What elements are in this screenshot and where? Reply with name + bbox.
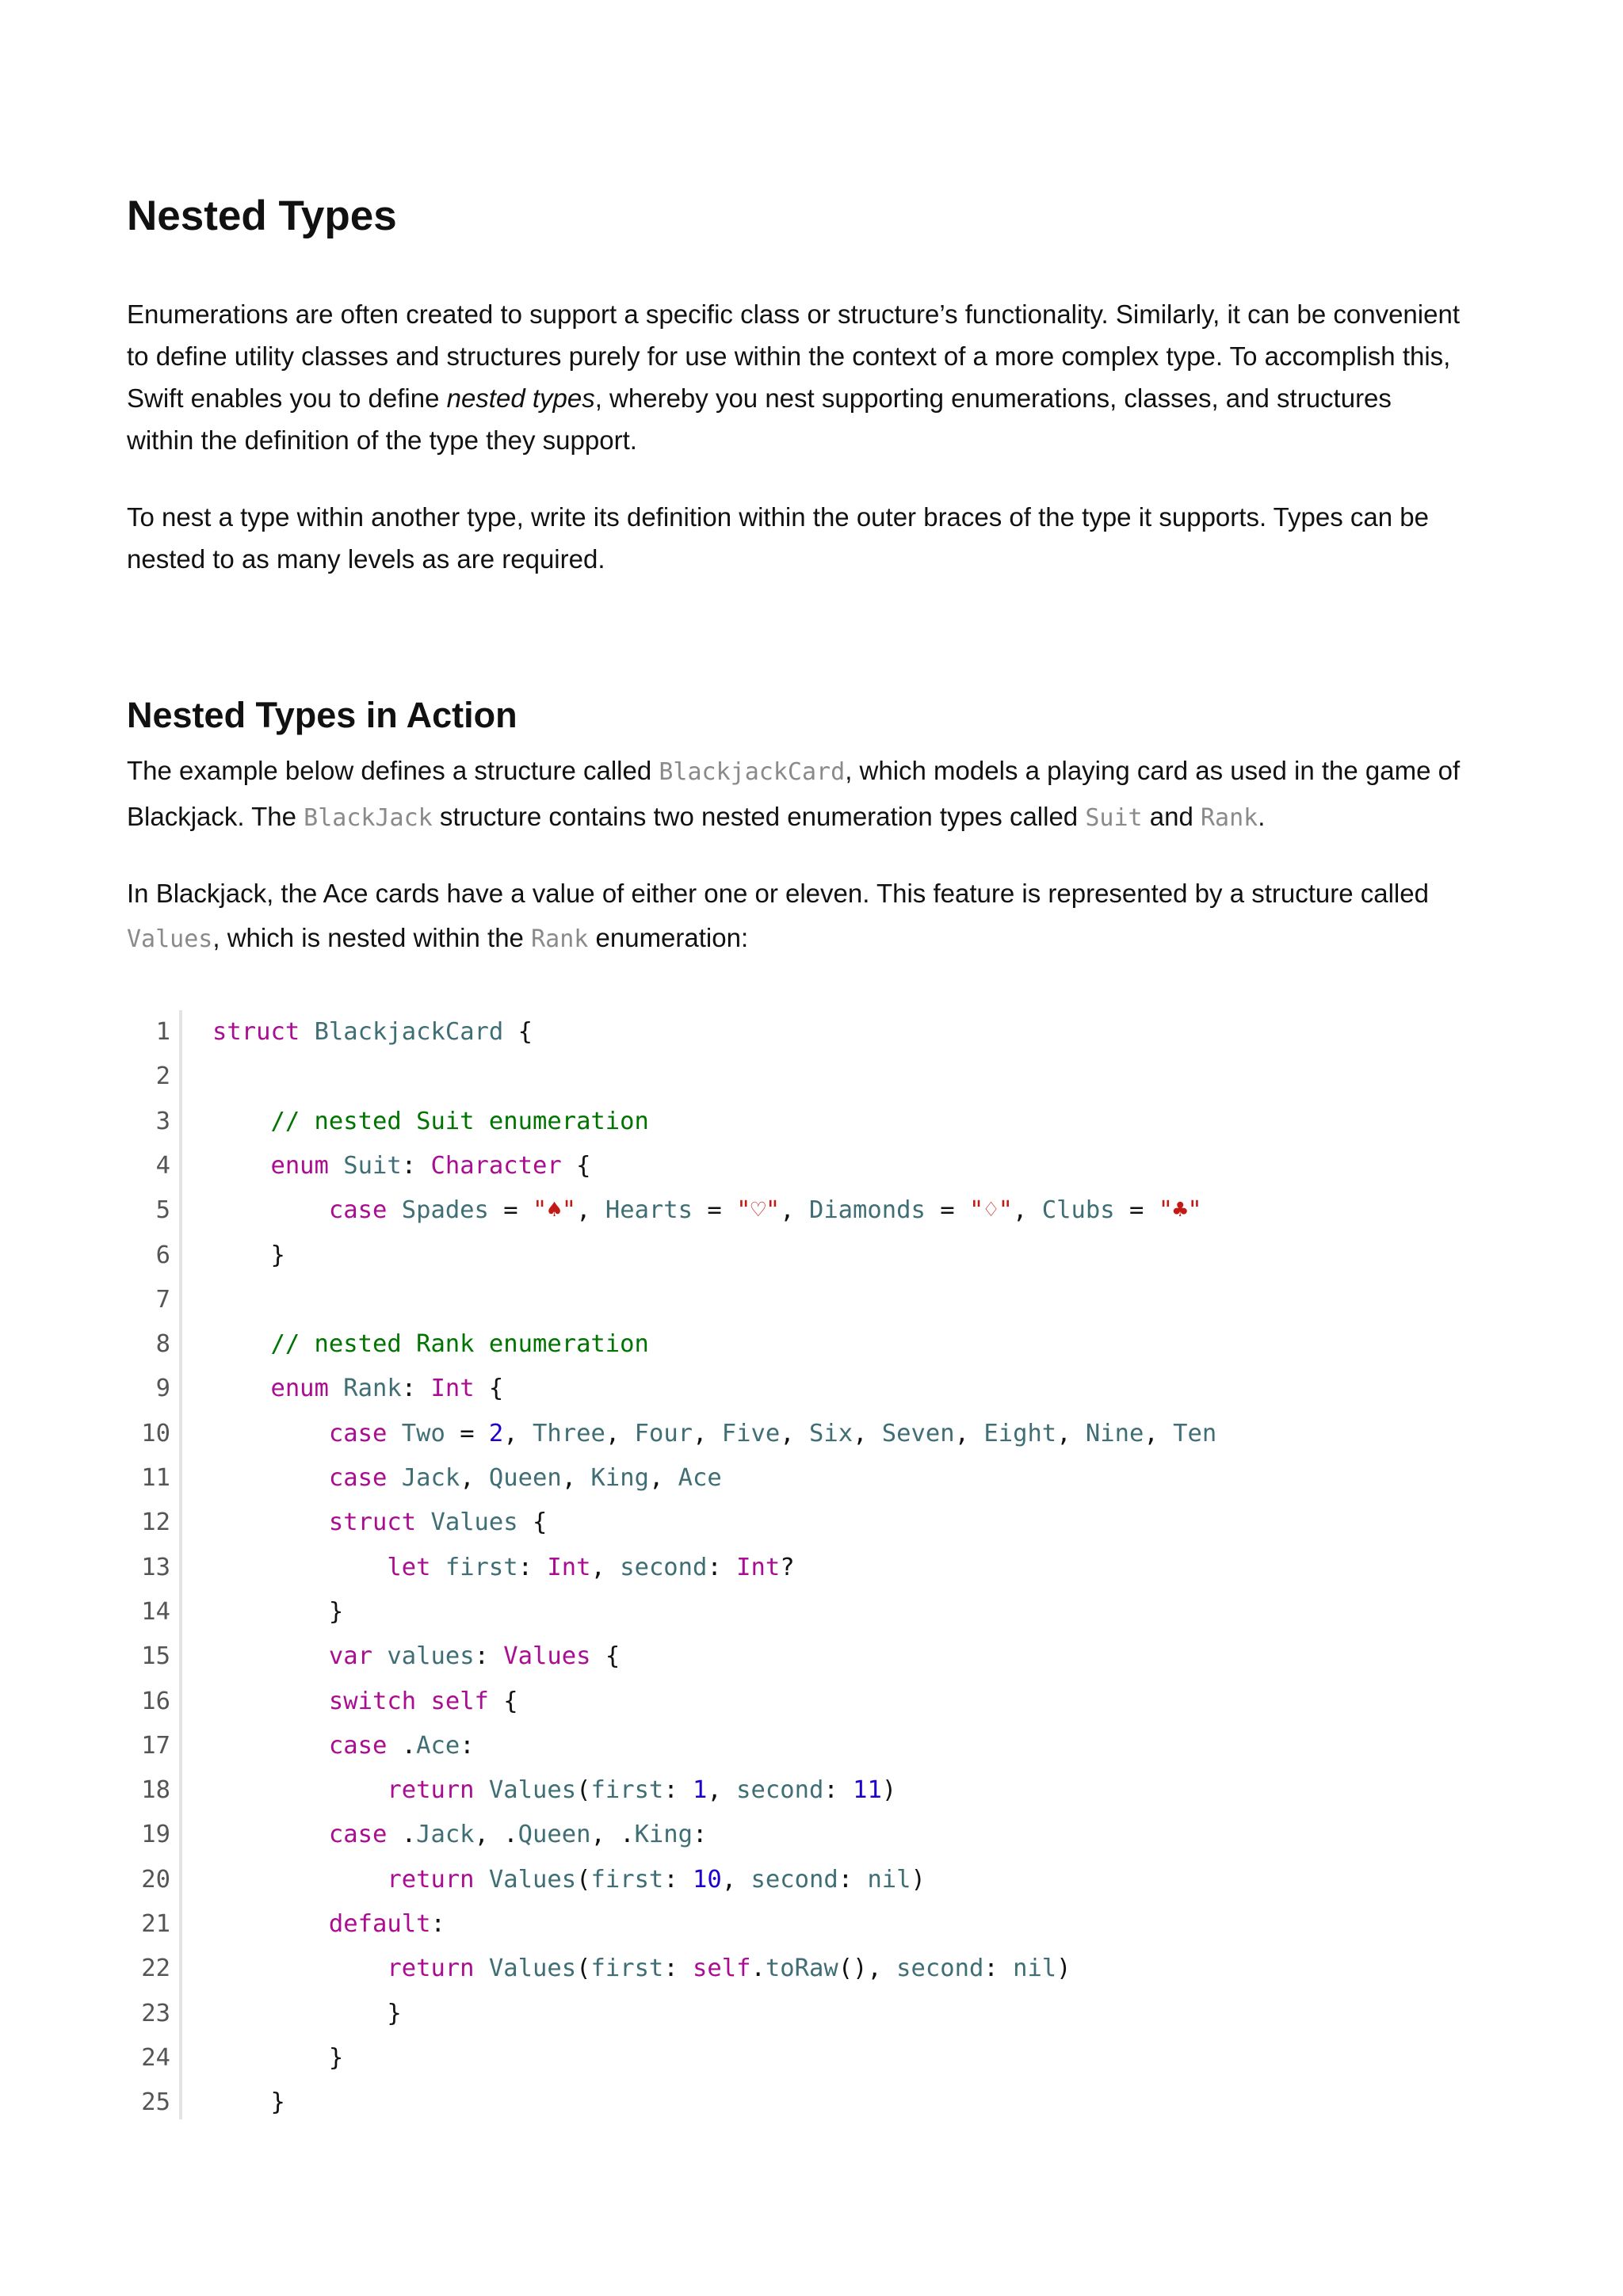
section-p2-text-b: enumeration:: [588, 923, 749, 952]
code-token: Values: [488, 1955, 577, 1983]
page-title: Nested Types: [127, 193, 397, 239]
code-token: case: [328, 1464, 388, 1492]
code-token: "♠": [533, 1196, 577, 1225]
code-token: Seven: [881, 1419, 955, 1447]
code-token: [212, 1152, 270, 1180]
code-token: :: [460, 1731, 475, 1760]
section-p1-text-e: and: [1142, 802, 1201, 831]
code-token: [212, 1955, 387, 1982]
code-token: {: [517, 1508, 548, 1537]
code-token: Jack: [401, 1464, 460, 1492]
code-token: .: [750, 1955, 766, 1983]
code-token: second: [750, 1865, 838, 1894]
code-text: [212, 1992, 402, 2036]
code-token: ,: [780, 1419, 809, 1447]
code-token: [212, 1642, 329, 1670]
code-token: default: [328, 1910, 431, 1938]
section-p2-text-a: , which is nested within the: [212, 923, 532, 952]
intro-p2-line-1: To nest a type within another type, write its definition within the outer braces of the type it supports. Types can be: [127, 502, 1429, 532]
line-number: 23: [141, 1999, 170, 2027]
line-number: 3: [155, 1107, 170, 1135]
code-token: ?: [780, 1553, 795, 1581]
code-token: [430, 1554, 445, 1581]
code-token: Queen: [517, 1821, 591, 1849]
section-p1-text-c: Blackjack. The: [127, 802, 304, 831]
line-number: 19: [141, 1821, 170, 1849]
code-token: "♢": [968, 1196, 1014, 1225]
code-token: [300, 1018, 314, 1046]
code-token: :: [474, 1642, 504, 1671]
code-token: :: [663, 1865, 693, 1894]
code-token: self: [693, 1955, 751, 1983]
code-text: [212, 1768, 896, 1813]
nested-types-emphasis: nested types: [446, 383, 595, 413]
code-token: Ace: [678, 1464, 722, 1492]
code-text: [212, 1367, 503, 1411]
code-text: [212, 2036, 343, 2081]
intro-p1-line-2: to define utility classes and structures purely for use within the context of a more complex type. To accomplish this,: [127, 341, 1451, 371]
code-token: ,: [1013, 1196, 1042, 1225]
code-token: [475, 1866, 489, 1894]
code-token: struct: [328, 1508, 417, 1537]
code-token: nil: [867, 1865, 911, 1894]
code-token: Values: [488, 1865, 577, 1894]
code-token: [387, 1464, 401, 1492]
code-token: enum: [270, 1151, 329, 1180]
code-text: [212, 1634, 620, 1679]
intro-p1-line-3-a: Swift enables you to define: [127, 383, 447, 413]
code-token: Character: [430, 1151, 562, 1180]
code-token: =: [1114, 1196, 1159, 1225]
code-text: [212, 1412, 1216, 1456]
code-token: "♣": [1158, 1196, 1202, 1225]
code-token: self: [430, 1687, 489, 1715]
code-token: :: [401, 1375, 431, 1403]
code-token: :: [401, 1151, 431, 1180]
line-number: 10: [141, 1419, 170, 1447]
code-token: (: [576, 1955, 591, 1983]
line-number: 1: [155, 1018, 170, 1046]
code-token: [387, 1196, 401, 1224]
code-token: King: [590, 1464, 649, 1492]
code-token: [416, 1688, 430, 1715]
code-token: [387, 1420, 401, 1447]
line-number: 12: [141, 1508, 170, 1537]
code-token: ,: [1144, 1419, 1174, 1447]
code-token: [212, 1554, 387, 1581]
code-token: nil: [1013, 1955, 1057, 1983]
code-token: var: [328, 1642, 372, 1671]
code-token: .: [387, 1731, 417, 1760]
code-token: switch: [328, 1687, 417, 1715]
code-token: second: [620, 1553, 708, 1581]
code-token: [416, 1508, 430, 1536]
code-token: Values: [503, 1642, 591, 1671]
code-text: [212, 1813, 707, 1857]
code-token: ,: [561, 1464, 591, 1492]
section-title: Nested Types in Action: [127, 695, 517, 735]
line-number: 2: [155, 1062, 170, 1091]
code-token: :: [823, 1776, 854, 1805]
code-token: =: [445, 1419, 489, 1447]
code-token: [212, 1866, 387, 1894]
code-token: }: [212, 2088, 285, 2117]
section-p1-line-1: [127, 749, 1506, 795]
code-token: Spades: [401, 1196, 489, 1225]
code-token: case: [328, 1731, 388, 1760]
code-token: .: [387, 1821, 417, 1849]
code-token: [372, 1642, 387, 1670]
code-token: Ten: [1173, 1419, 1217, 1447]
code-token: ,: [721, 1865, 751, 1894]
code-token: }: [212, 1999, 402, 2027]
code-token: case: [328, 1821, 388, 1849]
code-token: BlackjackCard: [314, 1018, 504, 1046]
code-token: }: [212, 2043, 344, 2072]
line-number: 5: [155, 1196, 170, 1225]
code-token: =: [693, 1196, 737, 1225]
code-token: Nine: [1085, 1419, 1144, 1447]
code-text: [212, 1456, 722, 1501]
code-token: ,: [576, 1196, 605, 1225]
code-text: [212, 1947, 1071, 1991]
inline-code-rank-2: Rank: [531, 925, 589, 953]
code-text: [212, 2081, 285, 2125]
code-token: :: [983, 1955, 1014, 1983]
code-token: :: [663, 1776, 693, 1805]
code-token: Values: [430, 1508, 518, 1537]
code-text: [212, 1724, 475, 1768]
code-token: ,: [780, 1196, 809, 1225]
code-token: return: [387, 1865, 475, 1894]
code-token: [212, 1910, 329, 1938]
inline-code-blackjack: BlackJack: [304, 804, 433, 832]
code-token: Suit: [343, 1151, 402, 1180]
line-number: 7: [155, 1285, 170, 1314]
line-number: 4: [155, 1151, 170, 1180]
code-text: [212, 1680, 518, 1724]
line-number: 13: [141, 1553, 170, 1581]
line-number: 14: [141, 1597, 170, 1626]
code-token: [212, 1420, 329, 1447]
line-number: 25: [141, 2088, 170, 2117]
code-token: ,: [503, 1419, 533, 1447]
code-text: [212, 1546, 795, 1590]
code-token: return: [387, 1955, 475, 1983]
code-token: Eight: [983, 1419, 1057, 1447]
code-token: [212, 1776, 387, 1804]
code-token: [329, 1152, 343, 1180]
section-p2-line-2: [127, 916, 1506, 962]
code-token: ): [881, 1776, 897, 1805]
line-number: 11: [141, 1464, 170, 1492]
code-token: Hearts: [605, 1196, 693, 1225]
line-number: 16: [141, 1687, 170, 1715]
code-token: ,: [693, 1419, 722, 1447]
code-token: [212, 1508, 329, 1536]
inline-code-blackjackcard: BlackjackCard: [659, 758, 846, 786]
code-token: [212, 1732, 329, 1760]
intro-p1-line-1: Enumerations are often created to support a specific class or structure’s functionality. Similarly, it can be convenient: [127, 299, 1460, 329]
code-token: [212, 1464, 329, 1492]
intro-paragraph-1: [127, 293, 1506, 461]
code-text: [212, 1144, 590, 1188]
code-token: 10: [693, 1865, 722, 1894]
code-token: (: [576, 1776, 591, 1805]
code-token: (: [576, 1865, 591, 1894]
code-text: [212, 1100, 649, 1144]
code-token: Ace: [416, 1731, 460, 1760]
code-token: case: [328, 1196, 388, 1225]
code-token: Int: [547, 1553, 591, 1581]
code-token: [212, 1196, 329, 1224]
code-token: ,: [590, 1553, 621, 1581]
code-token: Jack: [416, 1821, 475, 1849]
code-token: case: [328, 1419, 388, 1447]
code-token: {: [590, 1642, 621, 1671]
intro-paragraph-2: [127, 496, 1506, 580]
code-token: first: [590, 1865, 664, 1894]
line-number: 6: [155, 1241, 170, 1269]
code-token: first: [590, 1776, 664, 1805]
code-token: :: [838, 1865, 868, 1894]
code-token: toRaw: [765, 1955, 838, 1983]
line-number-gutter-divider: [179, 1010, 182, 2119]
line-number: 20: [141, 1865, 170, 1894]
code-token: {: [474, 1375, 504, 1403]
code-token: =: [925, 1196, 969, 1225]
code-token: ,: [1056, 1419, 1086, 1447]
code-text: [212, 1858, 926, 1902]
code-token: ,: [648, 1464, 678, 1492]
code-token: {: [503, 1018, 533, 1046]
code-token: [212, 1108, 270, 1135]
code-token: Rank: [343, 1375, 402, 1403]
line-number: 15: [141, 1642, 170, 1671]
code-text: [212, 1902, 445, 1947]
code-token: Six: [808, 1419, 854, 1447]
code-token: }: [212, 1241, 285, 1269]
code-token: Queen: [488, 1464, 562, 1492]
code-token: ,: [954, 1419, 984, 1447]
code-token: ,: [460, 1464, 489, 1492]
code-token: enum: [270, 1375, 329, 1403]
code-token: Two: [401, 1419, 445, 1447]
code-token: [212, 1821, 329, 1848]
code-token: ,: [853, 1419, 882, 1447]
intro-p2-line-2: nested to as many levels as are required.: [127, 544, 605, 574]
code-text: [212, 1010, 533, 1055]
code-token: Four: [634, 1419, 693, 1447]
line-number: 24: [141, 2043, 170, 2072]
code-token: Int: [430, 1375, 475, 1403]
inline-code-suit: Suit: [1085, 804, 1143, 832]
section-paragraph-1: [127, 749, 1506, 841]
code-token: values: [387, 1642, 475, 1671]
code-token: [475, 1955, 489, 1982]
code-token: 2: [488, 1419, 504, 1447]
code-token: 11: [853, 1776, 882, 1805]
code-token: return: [387, 1776, 475, 1805]
intro-p1-line-3-b: , whereby you nest supporting enumerations, classes, and structures: [594, 383, 1392, 413]
code-token: , .: [474, 1821, 518, 1849]
code-token: first: [445, 1553, 518, 1581]
line-number: 8: [155, 1330, 170, 1359]
line-number: 9: [155, 1375, 170, 1403]
code-token: :: [517, 1553, 548, 1581]
code-token: Values: [488, 1776, 577, 1805]
code-token: let: [387, 1553, 431, 1581]
code-token: :: [430, 1910, 445, 1938]
code-text: [212, 1322, 649, 1367]
section-p1-line-2: [127, 795, 1506, 841]
code-token: [475, 1776, 489, 1804]
code-token: Five: [721, 1419, 781, 1447]
code-token: Int: [736, 1553, 781, 1581]
code-token: ,: [707, 1776, 737, 1805]
section-p2-line-1: In Blackjack, the Ace cards have a value of either one or eleven. This feature is represented by a structure called: [127, 879, 1429, 908]
code-token: ,: [605, 1419, 635, 1447]
code-token: [212, 1330, 270, 1358]
code-token: ): [911, 1865, 926, 1894]
section-p1-text-d: structure contains two nested enumeration types called: [432, 802, 1086, 831]
section-p1-text-b: , which models a playing card as used in the game of: [845, 756, 1461, 785]
code-token: :: [707, 1553, 737, 1581]
code-text: [212, 1501, 547, 1545]
intro-p1-line-3: [127, 377, 1506, 419]
code-token: 1: [693, 1776, 708, 1805]
code-token: :: [663, 1955, 693, 1983]
code-text: [212, 1590, 343, 1634]
line-number: 22: [141, 1955, 170, 1983]
code-token: :: [693, 1821, 708, 1849]
code-token: [212, 1375, 270, 1402]
code-token: }: [212, 1597, 344, 1626]
code-token: Three: [533, 1419, 605, 1447]
line-number: 17: [141, 1731, 170, 1760]
code-token: , .: [590, 1821, 635, 1849]
code-text: [212, 1234, 285, 1278]
code-token: Diamonds: [808, 1196, 926, 1225]
inline-code-rank: Rank: [1201, 804, 1258, 832]
code-token: [212, 1688, 329, 1715]
section-paragraph-2: [127, 871, 1506, 962]
line-number: 18: [141, 1776, 170, 1805]
code-token: // nested Rank enumeration: [270, 1330, 649, 1359]
line-number: 21: [141, 1910, 170, 1938]
code-token: // nested Suit enumeration: [270, 1107, 649, 1135]
code-token: [329, 1375, 343, 1402]
code-token: =: [488, 1196, 533, 1225]
code-token: {: [561, 1151, 591, 1180]
code-text: [212, 1188, 1202, 1233]
section-p1-text-a: The example below defines a structure called: [127, 756, 659, 785]
code-token: (),: [838, 1955, 897, 1983]
code-token: first: [590, 1955, 664, 1983]
code-token: second: [896, 1955, 984, 1983]
code-token: {: [488, 1687, 518, 1715]
inline-code-values: Values: [127, 925, 213, 953]
code-token: "♡": [736, 1196, 781, 1225]
code-token: struct: [212, 1018, 300, 1046]
code-token: second: [736, 1776, 824, 1805]
code-token: ): [1056, 1955, 1071, 1983]
intro-p1-line-4: within the definition of the type they support.: [127, 425, 637, 455]
section-p1-text-f: .: [1258, 802, 1266, 831]
code-token: King: [634, 1821, 693, 1849]
code-token: Clubs: [1041, 1196, 1115, 1225]
